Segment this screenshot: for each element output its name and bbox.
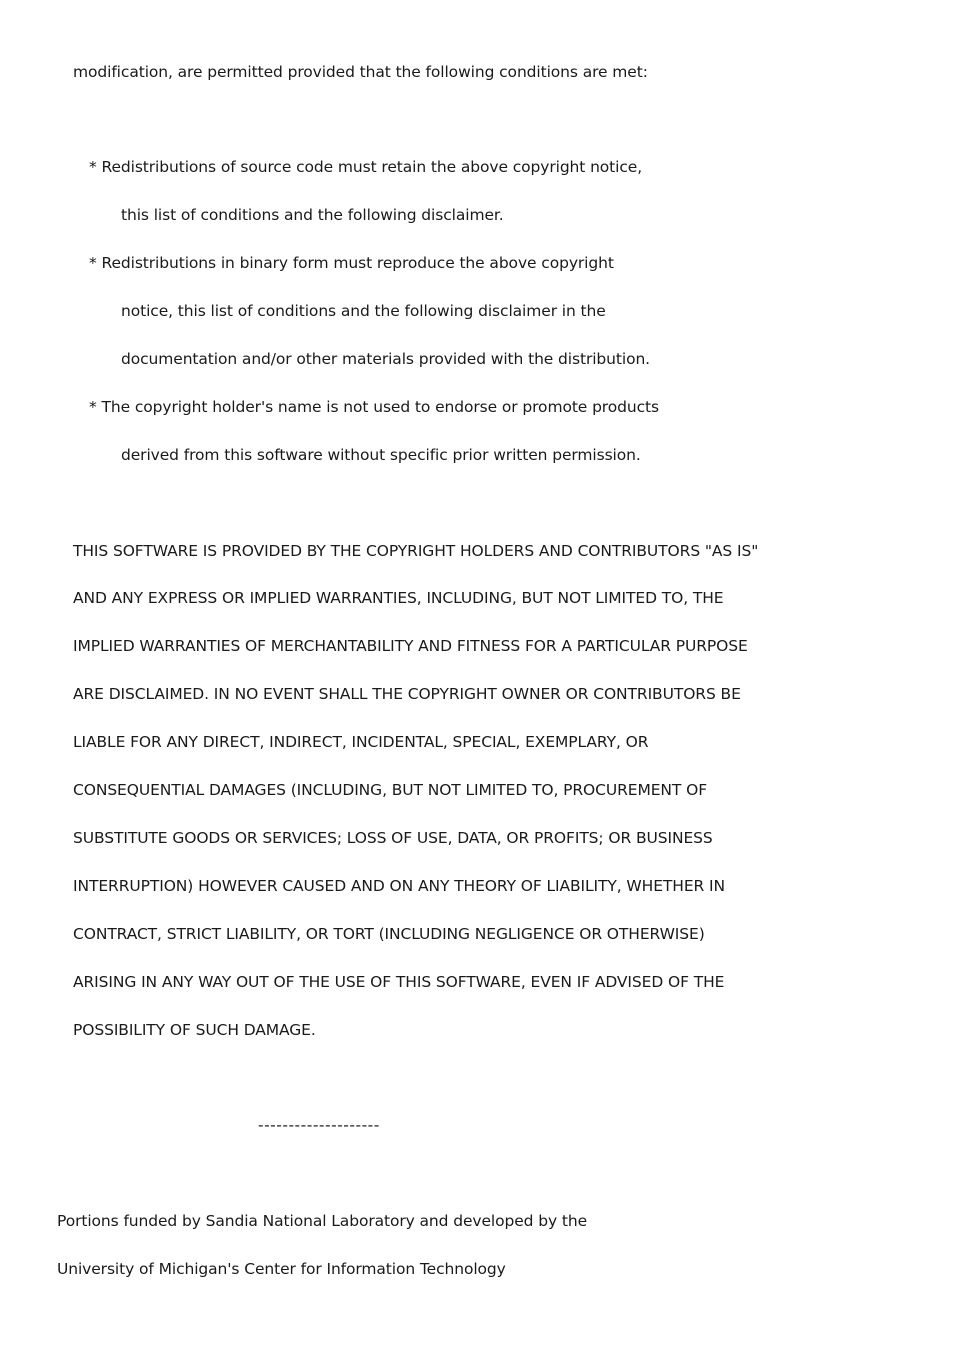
condition-1-continuation: this list of conditions and the following disclaimer.: [121, 206, 504, 224]
condition-3: * The copyright holder's name is not used to endorse or promote products: [89, 398, 659, 416]
condition-1: * Redistributions of source code must retain the above copyright notice,: [89, 158, 643, 176]
disclaimer-line: ARE DISCLAIMED. IN NO EVENT SHALL THE COPYRIGHT OWNER OR CONTRIBUTORS BE: [73, 685, 741, 703]
condition-2: * Redistributions in binary form must reproduce the above copyright: [89, 254, 614, 272]
funding-line: Portions funded by Sandia National Laboratory and developed by the: [57, 1212, 588, 1230]
separator-line: --------------------: [258, 1116, 380, 1134]
disclaimer-line: POSSIBILITY OF SUCH DAMAGE.: [73, 1021, 316, 1039]
disclaimer-line: ARISING IN ANY WAY OUT OF THE USE OF THIS SOFTWARE, EVEN IF ADVISED OF THE: [73, 973, 725, 991]
disclaimer-line: AND ANY EXPRESS OR IMPLIED WARRANTIES, INCLUDING, BUT NOT LIMITED TO, THE: [73, 589, 724, 607]
disclaimer-line: IMPLIED WARRANTIES OF MERCHANTABILITY AND FITNESS FOR A PARTICULAR PURPOSE: [73, 637, 748, 655]
disclaimer-line: SUBSTITUTE GOODS OR SERVICES; LOSS OF USE, DATA, OR PROFITS; OR BUSINESS: [73, 829, 713, 847]
disclaimer-line: INTERRUPTION) HOWEVER CAUSED AND ON ANY THEORY OF LIABILITY, WHETHER IN: [73, 877, 725, 895]
disclaimer-line: LIABLE FOR ANY DIRECT, INDIRECT, INCIDENTAL, SPECIAL, EXEMPLARY, OR: [73, 733, 649, 751]
disclaimer-line: CONSEQUENTIAL DAMAGES (INCLUDING, BUT NOT LIMITED TO, PROCUREMENT OF: [73, 781, 708, 799]
intro-line: modification, are permitted provided that the following conditions are met:: [73, 63, 648, 81]
disclaimer-line: CONTRACT, STRICT LIABILITY, OR TORT (INCLUDING NEGLIGENCE OR OTHERWISE): [73, 925, 705, 943]
disclaimer-line: THIS SOFTWARE IS PROVIDED BY THE COPYRIGHT HOLDERS AND CONTRIBUTORS "AS IS": [73, 542, 759, 560]
condition-3-continuation: derived from this software without specific prior written permission.: [121, 446, 641, 464]
condition-2-continuation: documentation and/or other materials provided with the distribution.: [121, 350, 651, 368]
funding-line: University of Michigan's Center for Information Technology: [57, 1260, 506, 1278]
condition-2-continuation: notice, this list of conditions and the following disclaimer in the: [121, 302, 606, 320]
